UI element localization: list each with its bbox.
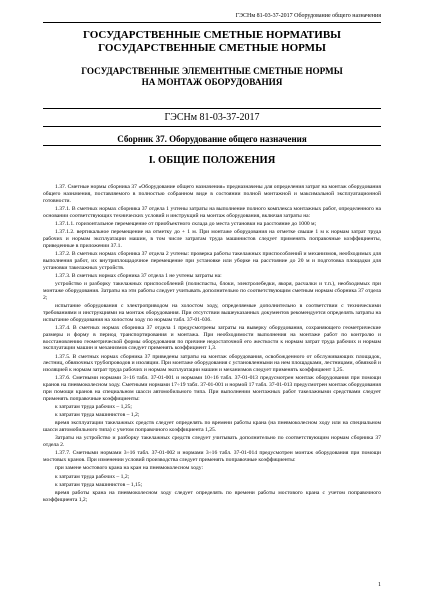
section-rule xyxy=(43,145,381,146)
paragraph: 1.37.1. В сметных нормах сборника 37 отдела 1 учтены затраты на выполнение полного комплекса монтажных работ, определенного на основании соответствующих технических условий и инструкций на монтаж оборудования, включая затраты на: xyxy=(43,205,381,219)
main-title xyxy=(43,29,381,55)
paragraph: 1.37.4. В сметных нормах сборника 37 отдела 1 предусмотрены затраты на выверку оборудования, сохраняющего геометрические размеры и форму в период транспортирования и монтажа. При необходимости выполнения на монтаже работ по контролю и восстановлению геометрической формы оборудования по причине недостаточной его жесткости к нормам затрат труда рабочих и нормам эксплуатации машин и механизмов следует применять коэффициент 1,3. xyxy=(43,324,381,352)
main-title-line2: ГОСУДАРСТВЕННЫЕ СМЕТНЫЕ НОРМЫ xyxy=(98,42,326,54)
collection-title: Сборник 37. Оборудование общего назначения xyxy=(117,134,307,144)
paragraph: при замене мостового крана на кран на пневмоколесном ходу: xyxy=(55,465,204,472)
paragraph: 1.37.5. В сметных нормах сборника 37 приведены затраты на монтаж оборудования, освобожденного от обслуживающих площадок, лестниц, обвязочных трубопроводов и изоляции. При монтаже оборудования с установленными на нем площадками, лестницами, обвязкой и изоляцией к нормам затрат труда рабочих и нормам эксплуатации машин и механизмов следует применять коэффициент 1,25. xyxy=(43,353,381,374)
paragraph: к затратам труда рабочих – 1,2; xyxy=(55,473,130,480)
header-rule xyxy=(43,22,381,23)
paragraph: 1.37.6. Сметными нормами 3÷16 табл. 37-01-001 и нормами 10÷16 табл. 37-01-013 предусмотрен монтаж оборудования при помощи кранов на пневмоколесном ходу. Сметными нормами 17÷19 табл. 37-01-001 и нормой 17 табл. 37-01-013 предусмотрен монтаж оборудования при помощи кранов на специальном шасси автомобильного типа. При выполнении монтажных работ такелажными средствами следует применять поправочные коэффициенты: xyxy=(43,375,381,403)
paragraph: устройство и разборку такелажных приспособлений (полиспасты, блоки, электролебедки, якоря, расчалки и т.п.), необходимых при монтаже оборудования. Затраты на эти работы следует учитывать дополнительно по соответствующим сметным нормам сборника 37 отдела 2; xyxy=(43,280,381,301)
paragraph: 1.37.3. В сметных нормах сборника 37 отдела 1 не учтены затраты на: xyxy=(55,272,222,279)
paragraph: к затратам труда машинистов – 1,15; xyxy=(55,481,143,488)
paragraph: время эксплуатации такелажных средств следует определять по времени работы крана (на пневмоколесном ходу или на специальном шасси автомобильного типа) с учетом поправочного коэффициента 1,25. xyxy=(43,420,381,434)
paragraph: испытание оборудования с электроприводом на холостом ходу, определяемые дополнительно в соответствии с техническими требованиями и инструкциями на монтаж оборудования. При отсутствии вышеуказанных документов рекомендуется определять затраты на испытание оборудования на холостом ходу по нормам табл. 37-01-036. xyxy=(43,302,381,323)
paragraph: 1.37.2. В сметных нормах сборника 37 отдела 2 учтены: проверка работы такелажных приспособлений и механизмов, необходимых для выполнения работ, их внутриплощадочное перемещение при установке или уборке на расстояние до 20 м и подготовка площадки для установки такелажных устройств. xyxy=(43,250,381,271)
main-title-line1: ГОСУДАРСТВЕННЫЕ СМЕТНЫЕ НОРМАТИВЫ xyxy=(83,29,341,41)
subtitle xyxy=(43,66,381,88)
subtitle-line1: ГОСУДАРСТВЕННЫЕ ЭЛЕМЕНТНЫЕ СМЕТНЫЕ НОРМЫ xyxy=(81,66,343,76)
page-number: 1 xyxy=(378,582,381,588)
document-code: ГЭСНм 81-03-37-2017 xyxy=(43,108,381,127)
paragraph: время работы крана на пневмоколесном ходу следует определять по времени работы мостового крана с учетом поправочного коэффициента 1,2; xyxy=(43,489,381,503)
paragraph: к затратам труда машинистов – 1,2; xyxy=(55,412,140,419)
section-heading: I. ОБЩИЕ ПОЛОЖЕНИЯ xyxy=(148,155,276,166)
paragraph: 1.37. Сметные нормы сборника 37 «Оборудование общего назначения» предназначены для определения затрат на монтаж оборудования общего назначения, поставляемого в полностью собранном виде в состоянии полной монтажной и максимальной эксплуатационной готовности. xyxy=(43,184,381,204)
paragraph: 1.37.1.2. вертикальное перемещение на отметку до + 1 м. При монтаже оборудования на отметке свыше 1 м к нормам затрат труда рабочих и нормам эксплуатации машин, в том числе затратам труда машинистов следует применять поправочные коэффициенты, приведенные в приложении 37.1. xyxy=(43,229,381,249)
paragraph: 1.37.1.1. горизонтальное перемещение от приобъектного склада до места установки на расстояние до 1000 м; xyxy=(55,220,317,227)
paragraph: Затраты на устройство и разборку такелажных средств следует учитывать дополнительно по соответствующим нормам сборника 37 отдела 2. xyxy=(43,435,381,449)
running-header: ГЭСНм 81-03-37-2017 Оборудование общего назначения xyxy=(235,13,381,19)
subtitle-line2: НА МОНТАЖ ОБОРУДОВАНИЯ xyxy=(141,77,283,87)
paragraph: 1.37.7. Сметными нормами 3÷16 табл. 37-01-002 и нормами 3÷16 табл. 37-01-014 предусмотрен монтаж оборудования при помощи мостовых кранов. При изменении условий производства следует применять поправочные коэффициенты: xyxy=(43,450,381,464)
paragraph: к затратам труда рабочих – 1,25; xyxy=(55,404,132,411)
body-text xyxy=(43,184,381,505)
